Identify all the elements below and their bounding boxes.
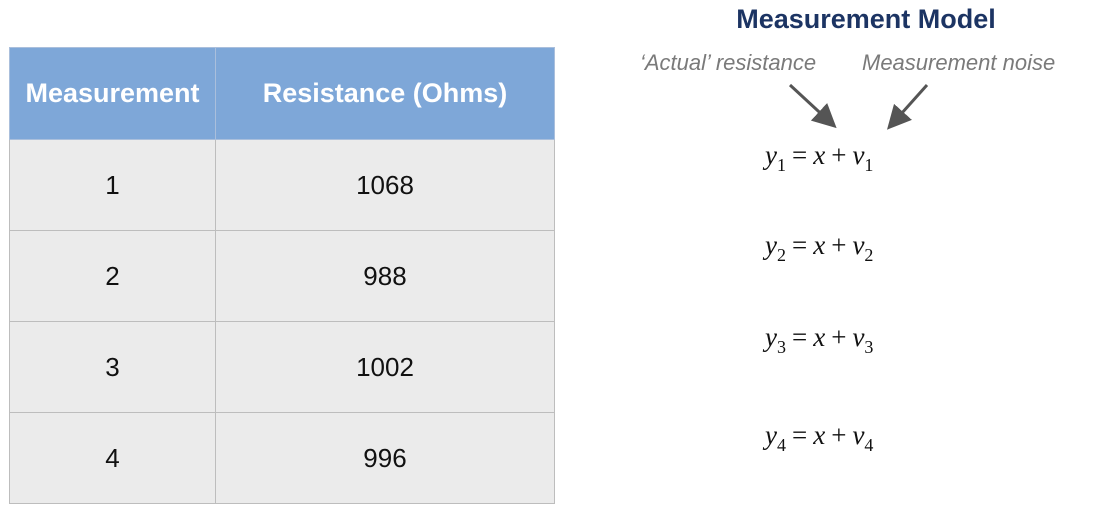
equation-4 xyxy=(765,420,874,455)
annotation-actual-resistance: ‘Actual’ resistance xyxy=(640,50,817,75)
eq-lhs-sub: 4 xyxy=(776,435,786,455)
table-row xyxy=(10,413,555,504)
eq-plus: + xyxy=(831,140,847,170)
eq-v-sub: 4 xyxy=(864,435,874,455)
eq-lhs-sub: 1 xyxy=(776,155,786,175)
eq-v: v xyxy=(852,230,865,260)
table-row xyxy=(10,322,555,413)
eq-lhs-sub: 2 xyxy=(776,245,786,265)
eq-v: v xyxy=(852,420,865,450)
table-row xyxy=(10,231,555,322)
eq-v-sub: 1 xyxy=(864,155,874,175)
arrow-to-v-icon xyxy=(893,85,927,123)
cell-measurement: 4 xyxy=(10,413,216,504)
eq-x: x xyxy=(813,140,826,170)
cell-resistance: 988 xyxy=(216,231,555,322)
eq-x: x xyxy=(813,322,826,352)
eq-plus: + xyxy=(831,230,847,260)
eq-lhs: y xyxy=(765,322,777,352)
eq-lhs: y xyxy=(765,140,777,170)
eq-x: x xyxy=(813,230,826,260)
eq-v: v xyxy=(852,140,865,170)
eq-equals: = xyxy=(791,420,808,450)
eq-lhs: y xyxy=(765,230,777,260)
eq-v-sub: 3 xyxy=(864,337,874,357)
model-title: Measurement Model xyxy=(736,4,996,34)
cell-measurement: 1 xyxy=(10,140,216,231)
eq-v: v xyxy=(852,322,865,352)
equation-3 xyxy=(765,322,874,357)
table-header-row xyxy=(10,48,555,140)
annotation-measurement-noise: Measurement noise xyxy=(862,50,1056,75)
eq-lhs-sub: 3 xyxy=(776,337,786,357)
cell-resistance: 996 xyxy=(216,413,555,504)
cell-resistance: 1002 xyxy=(216,322,555,413)
arrow-to-x-icon xyxy=(790,85,830,122)
eq-equals: = xyxy=(791,322,808,352)
cell-measurement: 3 xyxy=(10,322,216,413)
eq-equals: = xyxy=(791,140,808,170)
cell-measurement: 2 xyxy=(10,231,216,322)
table-row xyxy=(10,140,555,231)
header-measurement: Measurement xyxy=(10,48,216,140)
equation-1 xyxy=(765,140,874,175)
cell-resistance: 1068 xyxy=(216,140,555,231)
header-resistance: Resistance (Ohms) xyxy=(216,48,555,140)
eq-x: x xyxy=(813,420,826,450)
equation-2 xyxy=(765,230,874,265)
eq-v-sub: 2 xyxy=(864,245,874,265)
measurement-table xyxy=(9,47,555,504)
eq-plus: + xyxy=(831,322,847,352)
eq-equals: = xyxy=(791,230,808,260)
eq-plus: + xyxy=(831,420,847,450)
eq-lhs: y xyxy=(765,420,777,450)
